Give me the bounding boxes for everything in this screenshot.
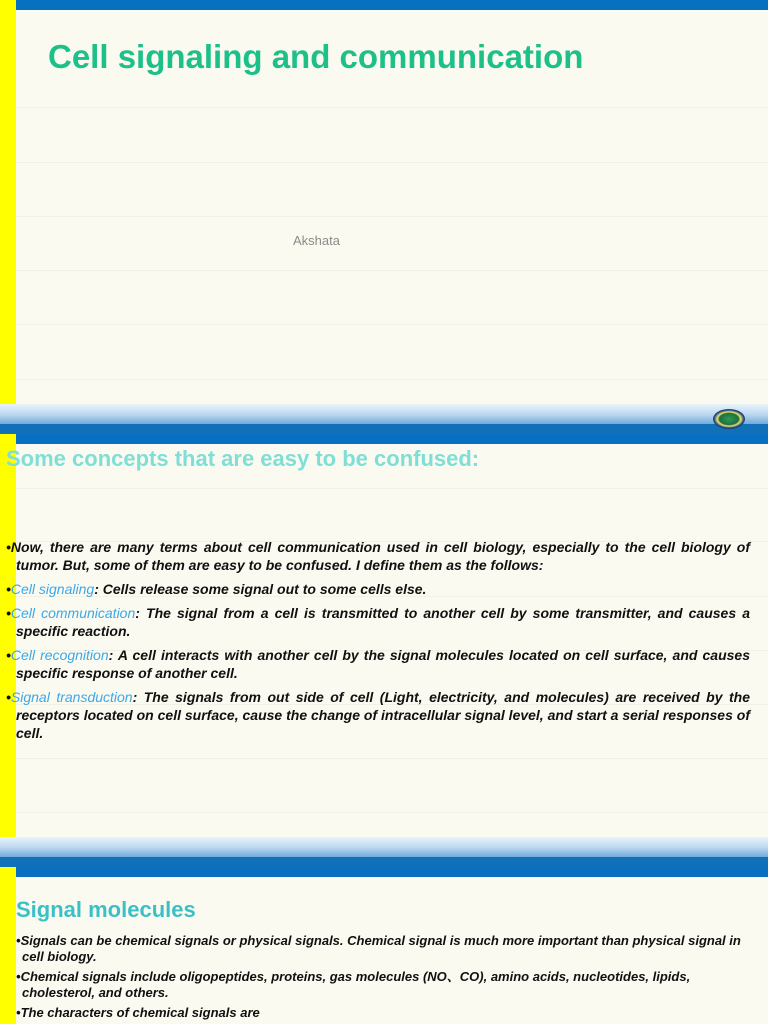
list-item: •Signal transduction: The signals from out side of cell (Light, electricity, and molecules) are received by the receptors located on cell surface, cause the change of intracellular signal level, and start a serial responses of cell. xyxy=(6,689,750,741)
term-label: Cell signaling xyxy=(10,581,95,597)
university-logo-icon xyxy=(713,409,745,429)
divider xyxy=(16,324,768,325)
divider xyxy=(16,216,768,217)
divider xyxy=(16,488,768,489)
slide-top-bar xyxy=(0,867,768,877)
list-item: •Cell signaling: Cells release some signal out to some cells else. xyxy=(6,581,427,597)
slide-top-bar xyxy=(0,0,768,10)
definition-text: : Cells release some signal out to some cells else. xyxy=(94,581,427,597)
slide-footer xyxy=(0,404,768,434)
slide-2 xyxy=(0,434,768,867)
divider xyxy=(16,107,768,108)
divider xyxy=(16,758,768,759)
term-label: Cell recognition xyxy=(10,647,109,663)
definition-text: : A cell interacts with another cell by the signal molecules located on cell surface, and causes specific response of another cell. xyxy=(16,647,750,681)
list-item: •Signals can be chemical signals or physical signals. Chemical signal is much more important than physical signal in cell biology. xyxy=(16,933,741,964)
list-item: •Cell recognition: A cell interacts with another cell by the signal molecules located on cell surface, and causes specific response of another cell. xyxy=(6,647,750,681)
bullet-text: Signals can be chemical signals or physical signals. Chemical signal is much more important than physical signal in cell biology. xyxy=(20,933,741,964)
slide-side-bar xyxy=(0,867,16,1024)
slide-title: Cell signaling and communication xyxy=(48,38,584,75)
concepts-list xyxy=(6,538,750,748)
list-item: •The characters of chemical signals are xyxy=(16,1005,260,1020)
slide-title: Signal molecules xyxy=(16,897,196,922)
divider xyxy=(16,812,768,813)
intro-text: Now, there are many terms about cell communication used in cell biology, especially to the cell biology of tumor. But, some of them are easy to be confused. I define them as the follows: xyxy=(10,539,750,573)
slide-1 xyxy=(0,0,768,434)
bullet-list xyxy=(16,933,760,1024)
term-label: Signal transduction xyxy=(10,689,133,705)
list-item: •Chemical signals include oligopeptides, proteins, gas molecules (NO、CO), amino acids, nucleotides, lipids, cholesterol, and others. xyxy=(16,969,691,1000)
term-label: Cell communication xyxy=(10,605,136,621)
definition-text: : The signals from out side of cell (Light, electricity, and molecules) are received by the receptors located on cell surface, cause the change of intracellular signal level, and start a serial responses of cell. xyxy=(16,689,750,741)
slide-footer xyxy=(0,837,768,867)
definition-text: : The signal from a cell is transmitted to another cell by some transmitter, and causes a specific reaction. xyxy=(16,605,750,639)
list-item: •Cell communication: The signal from a cell is transmitted to another cell by some transmitter, and causes a specific reaction. xyxy=(6,605,750,639)
slide-top-bar xyxy=(0,434,768,444)
bullet-text: The characters of chemical signals are xyxy=(20,1005,260,1020)
author-name: Akshata xyxy=(293,233,340,248)
list-item: •Now, there are many terms about cell communication used in cell biology, especially to the cell biology of tumor. But, some of them are easy to be confused. I define them as the follows: xyxy=(6,539,750,573)
divider xyxy=(16,162,768,163)
slide-side-bar xyxy=(0,0,16,434)
divider xyxy=(16,270,768,271)
slide-title: Some concepts that are easy to be confused: xyxy=(6,446,480,471)
slide-3 xyxy=(0,867,768,1024)
bullet-text: Chemical signals include oligopeptides, proteins, gas molecules (NO、CO), amino acids, nucleotides, lipids, cholesterol, and others. xyxy=(20,969,691,1000)
divider xyxy=(16,379,768,380)
